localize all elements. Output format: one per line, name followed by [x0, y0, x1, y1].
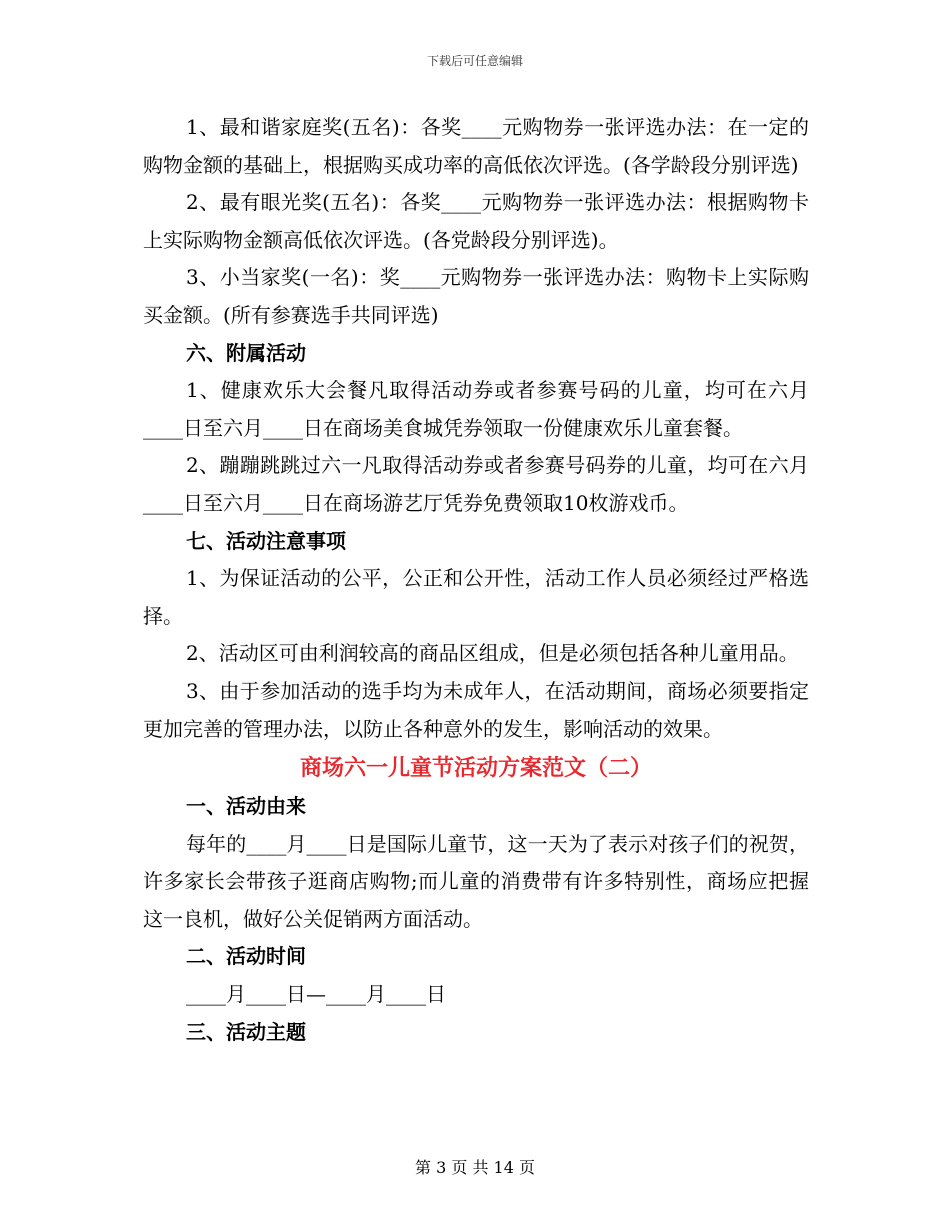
time-paragraph: ____月____日—____月____日 [186, 982, 446, 1007]
extra-activity-meal: 1、健康欢乐大会餐凡取得活动券或者参赛号码的儿童，均可在六月____日至六月____日在商场美食城凭券领取一份健康欢乐儿童套餐。 [143, 378, 809, 440]
section-heading-time: 二、活动时间 [186, 944, 306, 969]
section-heading-notes: 七、活动注意事项 [186, 528, 346, 553]
section-heading-origin: 一、活动由来 [186, 794, 306, 819]
award-best-vision: 2、最有眼光奖(五名)：各奖____元购物券一张评选办法：根据购物卡上实际购物金额高低依次评选。(各党龄段分别评选)。 [143, 190, 809, 252]
page-footer: 第 3 页 共 14 页 [415, 1158, 535, 1177]
section-heading-extra-activities: 六、附属活动 [186, 340, 306, 365]
extra-activity-game-coins: 2、蹦蹦跳跳过六一凡取得活动券或者参赛号码券的儿童，均可在六月____日至六月____日在商场游艺厅凭券免费领取10枚游戏币。 [143, 453, 809, 515]
award-little-manager: 3、小当家奖(一名)：奖____元购物券一张评选办法：购物卡上实际购买金额。(所有参赛选手共同评选) [143, 265, 809, 327]
page-header: 下载后可任意编辑 [426, 54, 523, 68]
section-heading-theme: 三、活动主题 [186, 1019, 306, 1044]
origin-paragraph: 每年的____月____日是国际儿童节，这一天为了表示对孩子们的祝贺，许多家长会带孩子逛商店购物;而儿童的消费带有许多特别性，商场应把握这一良机，做好公关促销两方面活动。 [143, 831, 809, 931]
award-harmonious-family: 1、最和谐家庭奖(五名)：各奖____元购物券一张评选办法：在一定的购物金额的基础上，根据购买成功率的高低依次评选。(各学龄段分别评选) [143, 115, 809, 177]
document-title-part-two: 商场六一儿童节活动方案范文（二） [299, 755, 652, 782]
document-body [143, 109, 809, 1051]
note-activity-area: 2、活动区可由利润较高的商品区组成，但是必须包括各种儿童用品。 [186, 641, 799, 666]
note-safety: 3、由于参加活动的选手均为未成年人，在活动期间，商场必须要指定更加完善的管理办法，以防止各种意外的发生，影响活动的效果。 [143, 678, 809, 741]
note-fairness: 1、为保证活动的公平，公正和公开性，活动工作人员必须经过严格选择。 [143, 566, 809, 628]
